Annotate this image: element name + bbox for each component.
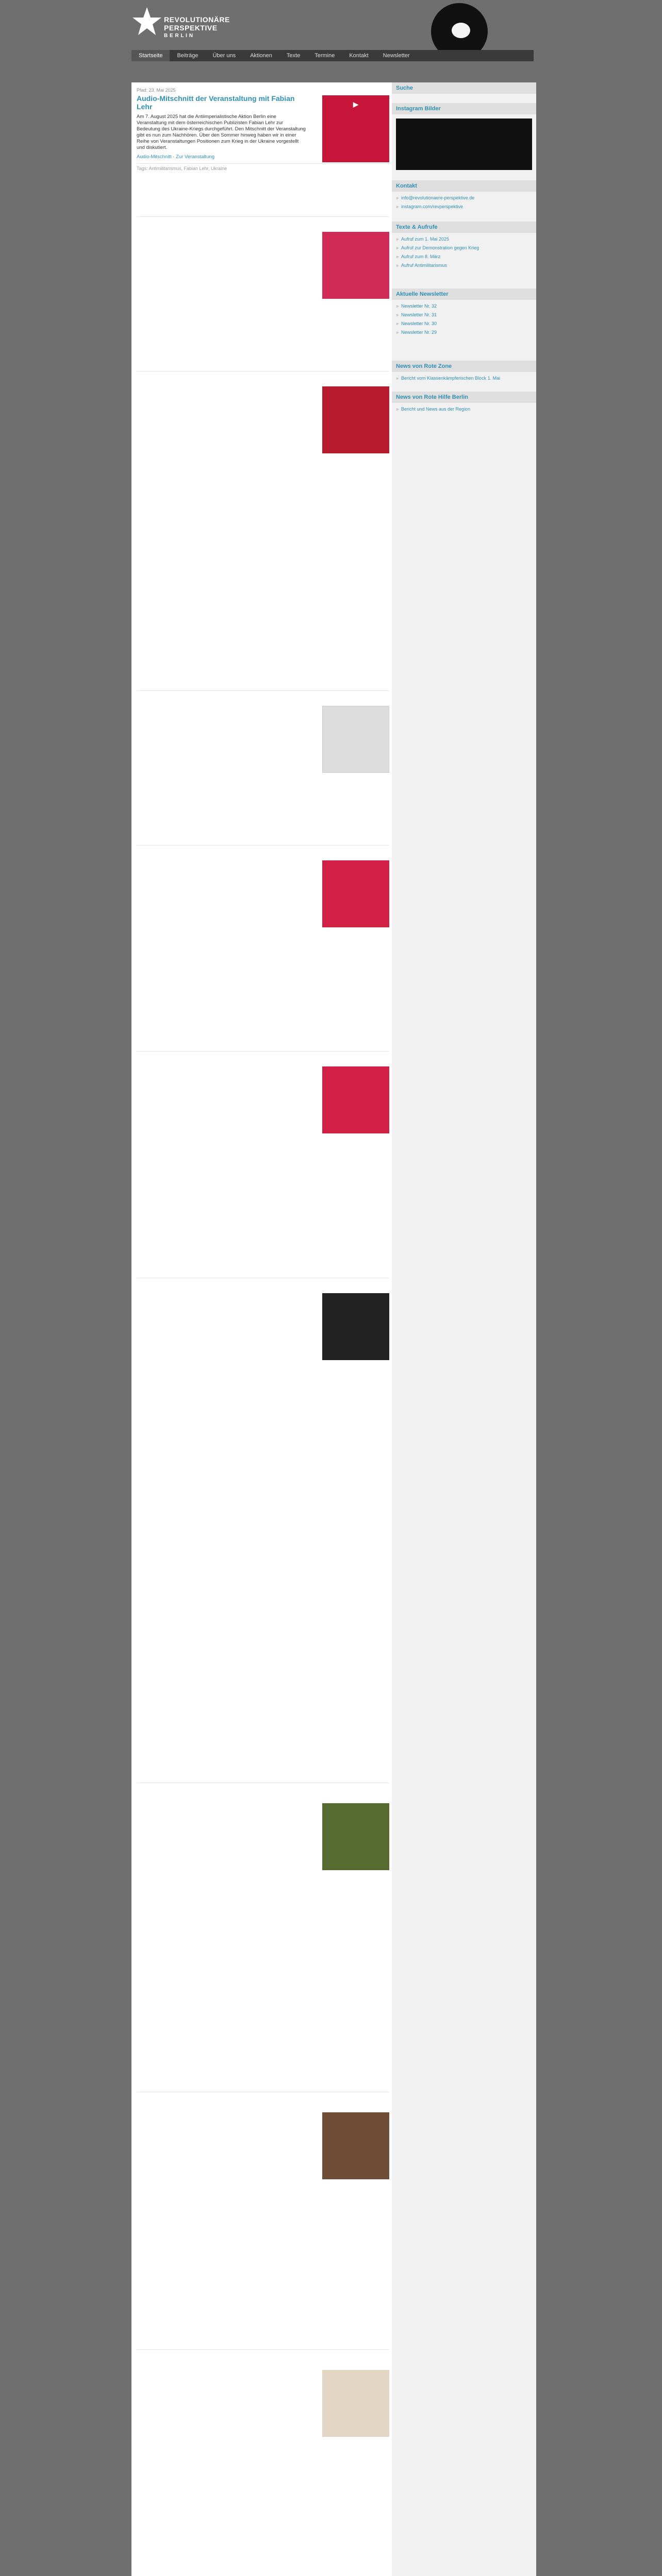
site-logo-text[interactable] [164, 15, 230, 40]
sidebar-contact [392, 180, 536, 217]
newsletter-link[interactable]: » Newsletter Nr. 30 [401, 320, 531, 327]
nav-item-startseite[interactable]: Startseite [131, 50, 170, 61]
news-link[interactable]: » Bericht vom Klassenkämpferischen Block 1. Mai [401, 375, 531, 382]
berlin-news-link[interactable]: » Bericht und News aus der Region [401, 406, 531, 413]
main-nav [131, 50, 534, 61]
post-divider [137, 2349, 389, 2350]
sidebar-berlin-title: News von Rote Hilfe Berlin [392, 392, 536, 403]
contact-link-email[interactable]: » info@revolutionaere-perspektive.de [401, 195, 531, 201]
sidebar-social [392, 103, 536, 174]
post-image-10[interactable] [322, 2370, 389, 2437]
sidebar-newsletter-title: Aktuelle Newsletter [392, 289, 536, 300]
sidebar-topics-title: Texte & Aufrufe [392, 222, 536, 233]
contact-link-instagram[interactable]: » instagram.com/revperspektive [401, 204, 531, 210]
topic-link[interactable]: » Aufruf zur Demonstration gegen Krieg [401, 245, 531, 251]
post-link-audio[interactable]: Audio-Mitschnitt [137, 154, 172, 160]
nav-item-newsletter[interactable]: Newsletter [383, 53, 410, 59]
instagram-embed[interactable] [396, 118, 532, 170]
nav-item-aktionen[interactable]: Aktionen [250, 53, 272, 59]
nav-item-termine[interactable]: Termine [315, 53, 335, 59]
nav-item-beitraege[interactable]: Beiträge [177, 53, 198, 59]
sidebar [392, 82, 536, 2576]
post-title[interactable]: Audio-Mitschnitt der Veranstaltung mit Fabian Lehr [137, 94, 295, 111]
star-logo-icon [131, 6, 162, 37]
post-divider [137, 690, 389, 691]
newsletter-link[interactable]: » Newsletter Nr. 32 [401, 303, 531, 310]
sidebar-contact-title: Kontakt [392, 180, 536, 192]
post-image-8[interactable] [322, 1803, 389, 1870]
post-date: Pfad: 23. Mai 2025 [137, 88, 176, 93]
post-image-5[interactable] [322, 860, 389, 927]
post-body: Am 7. August 2025 hat die Antiimperialistische Aktion Berlin eine Veranstaltung mit dem österreichischen Publizisten Fabian Lehr zur Bedeutung des Ukraine-Kriegs durchgeführt. Den Mitschnitt der Veranstaltung gibt es nun zum Nachhören. Über den Sommer hinweg haben wir in einer Reihe von Veranstaltungen Positionen zum Krieg in der Ukraine vorgestellt und diskutiert. [137, 114, 306, 150]
post-image-9[interactable] [322, 2112, 389, 2179]
sidebar-search-title: Suche [392, 82, 536, 94]
sidebar-topics [392, 222, 536, 276]
logo-line-1: REVOLUTIONÄRE [164, 15, 230, 24]
post-links: Audio-Mitschnitt · Zur Veranstaltung [137, 154, 215, 160]
post-image-6[interactable] [322, 1066, 389, 1133]
post-divider [137, 1051, 389, 1052]
post-image-3[interactable] [322, 386, 389, 453]
logo-line-3: B E R L I N [164, 33, 193, 39]
post-image-4[interactable] [322, 706, 389, 773]
logo-line-2: PERSPEKTIVE [164, 24, 218, 32]
sidebar-newsletter [392, 289, 536, 343]
topic-link[interactable]: » Aufruf Antimilitarismus [401, 262, 531, 269]
nav-item-texte[interactable]: Texte [286, 53, 301, 59]
topic-link[interactable]: » Aufruf zum 1. Mai 2025 [401, 236, 531, 243]
newsletter-link[interactable]: » Newsletter Nr. 29 [401, 329, 531, 336]
post-meta: Tags: Antimilitarismus, Fabian Lehr, Ukraine [137, 163, 389, 171]
main-content [131, 82, 394, 2576]
post-image-2[interactable] [322, 232, 389, 299]
nav-item-ueber-uns[interactable]: Über uns [212, 53, 236, 59]
nav-item-kontakt[interactable]: Kontakt [349, 53, 369, 59]
post-divider [137, 216, 389, 217]
sidebar-news [392, 361, 536, 389]
sidebar-search [392, 82, 536, 94]
post-link-event[interactable]: Zur Veranstaltung [176, 154, 215, 160]
topic-link[interactable]: » Aufruf zum 8. März [401, 253, 531, 260]
sidebar-social-title: Instagram Bilder [392, 103, 536, 114]
post-image-audio-mitschnitt[interactable]: ▶ [322, 95, 389, 162]
sidebar-berlin-news [392, 392, 536, 420]
newsletter-link[interactable]: » Newsletter Nr. 31 [401, 312, 531, 318]
post-image-7[interactable] [322, 1293, 389, 1360]
sidebar-news-title: News von Rote Zone [392, 361, 536, 372]
header [0, 0, 662, 62]
